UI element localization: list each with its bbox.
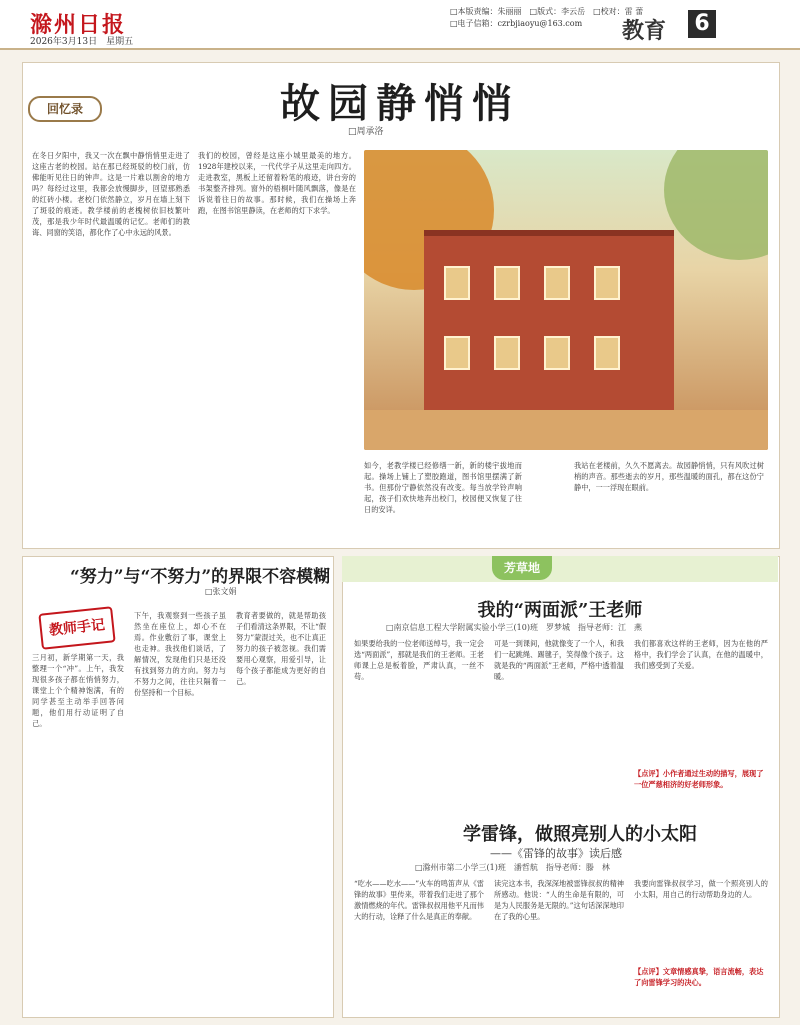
right2-col-1: “吃水——吃水——”火车的鸣笛声从《雷锋的故事》里传来，带着我们走进了那个激情燃烧的年代。雷锋叔叔用他平凡而伟大的行动，诠释了什么是真正的奉献。 — [354, 879, 484, 921]
teacher-notes-tag: 教师手记 — [38, 606, 115, 650]
sprout-bar — [342, 556, 778, 582]
right2-comment: 【点评】文章情感真挚，语言流畅，表达了向雷锋学习的决心。 — [634, 967, 764, 987]
credits — [450, 6, 643, 30]
left-byline: □张文娟 — [205, 587, 237, 596]
top-col-2: 我们的校园，曾经是这座小城里最美的地方。1928年建校以来，一代代学子从这里走向四方。走进教室，黑板上还留着粉笔的痕迹，讲台旁的书架整齐排列。窗外的梧桐叶随风飘落，像是在诉说着往日的故事。那时候，我们在操场上奔跑，在图书馆里静读，在老师的灯下求学。 — [198, 151, 356, 215]
sprout-tag: 芳草地 — [492, 556, 552, 580]
right1-comment: 【点评】小作者通过生动的描写，展现了一位严慈相济的好老师形象。 — [634, 769, 764, 789]
right-title-2: 学雷锋，做照亮别人的小太阳 — [463, 824, 697, 845]
left-col-2: 下午，我观察到一些孩子虽然坐在座位上，却心不在焉。作业敷衍了事，课堂上也走神。我找他们谈话，了解情况，发现他们只是还没有找到努力的方向。努力与不努力之间，往往只隔着一份坚持和一个目标。 — [134, 611, 226, 697]
memoir-tag: 回忆录 — [28, 96, 102, 122]
right1-col-3: 我们都喜欢这样的王老师，因为在他的严格中，我们学会了认真，在他的温暖中，我们感受到了关爱。 — [634, 639, 768, 670]
top-byline: □周承洛 — [348, 127, 384, 137]
left-title: “努力”与“不努力”的界限不容模糊 — [70, 567, 331, 587]
issue-date: 2026年3月13日 星期五 — [30, 37, 134, 47]
right1-col-2: 可是一到课间，他就像变了一个人，和我们一起跳绳、踢毽子，笑得像个孩子。这就是我的“两面派”王老师，严格中透着温暖。 — [494, 639, 624, 681]
school-building-illustration — [424, 230, 674, 416]
right-title-1: 我的“两面派”王老师 — [477, 600, 643, 621]
right-byline-2: □滁州市第二小学三(1)班 潘哲航 指导老师：滕 林 — [415, 863, 610, 872]
right2-col-3: 我要向雷锋叔叔学习，做一个照亮别人的小太阳，用自己的行动帮助身边的人。 — [634, 879, 768, 899]
credits-line2: □电子信箱：czrbjiaoyu@163.com — [450, 19, 583, 28]
top-col-3: 如今，老教学楼已经修缮一新，新的楼宇拔地而起。操场上铺上了塑胶跑道，图书馆里摆满了新书。但那份宁静依然没有改变。每当放学铃声响起，孩子们欢快地奔出校门，校园便又恢复了往日的安详。 — [364, 461, 522, 514]
right-byline-1: □南京信息工程大学附属实验小学三(10)班 罗梦城 指导老师：江 燕 — [386, 623, 642, 632]
campus-painting — [364, 150, 768, 450]
top-col-1: 在冬日夕阳中，我又一次在飘中静悄悄里走进了这座古老的校园。站在那已经斑驳的校门前，仿佛能听见往日的钟声。这是一片难以割舍的地方吗？每经过这里，我都会放慢脚步，回望那熟悉的红砖小楼。老校门依然静立，岁月在墙上刻下了斑驳的痕迹。教学楼前的老槐树依旧枝繁叶茂，那是我少年时代最温暖的记忆。老师们的教诲、同窗的笑语，都化作了心中永远的风景。 — [32, 151, 190, 237]
credits-line1: □本版责编：朱丽丽 □版式：李云岳 □校对：雷 蕾 — [450, 7, 644, 16]
top-col-4: 我站在老楼前，久久不愿离去。故园静悄悄，只有风吹过树梢的声音。那些逝去的岁月，那些温暖的面孔，都在这份宁静中，一一浮现在眼前。 — [574, 461, 764, 492]
page-number: 6 — [688, 10, 716, 38]
top-headline: 故园静悄悄 — [280, 80, 520, 127]
section-title: 教育 — [622, 19, 667, 44]
right1-col-1: 如果要给我的一位老师送绰号，我一定会选“两面派”，那就是我们的王老师。王老师课上总是板着脸，严肃认真，一丝不苟。 — [354, 639, 484, 681]
left-col-1: 三月初，新学期第一天，我整理一个“冲”。上午，我发现很多孩子都在悄悄努力，课堂上个个精神饱满，有的同学甚至主动举手回答问题，他们用行动证明了自己。 — [32, 653, 124, 728]
right2-col-2: 读完这本书，我深深地被雷锋叔叔的精神所感动。他说：“人的生命是有限的，可是为人民服务是无限的。”这句话深深地印在了我的心里。 — [494, 879, 624, 921]
masthead: 滁州日报 — [30, 12, 127, 38]
page-header — [0, 0, 800, 50]
left-col-3: 教育者要做的，就是帮助孩子们看清这条界限，不让“假努力”蒙混过关，也不让真正努力的孩子被忽视。我们需要用心观察，用爱引导，让每个孩子都能成为更好的自己。 — [236, 611, 326, 686]
right-subtitle-2: ——《雷锋的故事》读后感 — [490, 847, 622, 860]
